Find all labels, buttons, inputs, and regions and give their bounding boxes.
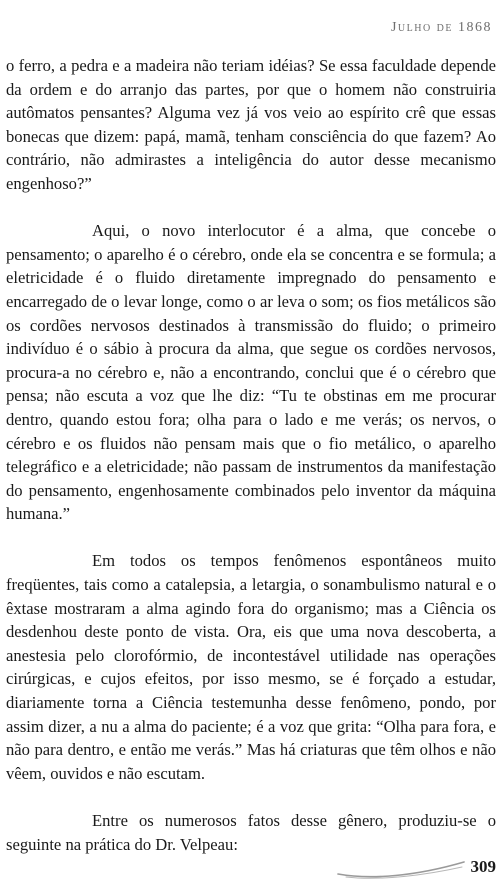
- paragraph: Entre os numerosos fatos desse gênero, produziu-se o seguinte na prática do Dr. Velpeau:: [6, 811, 496, 854]
- running-head: Julho de 1868: [390, 20, 492, 35]
- paragraph-continuation: o ferro, a pedra e a madeira não teriam idéias? Se essa faculdade depende da ordem e do arranjo das partes, por que o homem não construiria autômatos pensantes? Alguma vez já vos veio ao espírito crê que essas bonecas que dizem: papá, mamã, tenham consciência do que fazem? Ao contrário, não admirastes a inteligência do autor desse mecanismo engenhoso?”: [6, 56, 496, 193]
- swoosh-ornament-icon: [336, 854, 468, 880]
- page-number: 309: [470, 857, 496, 876]
- paragraph: Em todos os tempos fenômenos espontâneos muito freqüentes, tais como a catalepsia, a letargia, o sonambulismo natural e o êxtase mostraram a alma agindo fora do organismo; mas a Ciência os desdenhou deste ponto de vista. Ora, eis que uma nova descoberta, a anestesia pelo clorofórmio, de incontestável utilidade nas operações cirúrgicas, e cujos efeitos, por isso mesmo, se é forçado a estudar, diariamente torna a Ciência testemunha desse fenômeno, pondo, por assim dizer, a nu a alma do paciente; é a voz que grita: “Olha para fora, e não para dentro, e então me verás.” Mas há criaturas que têm olhos e não vêem, ouvidos e não escutam.: [6, 551, 496, 783]
- body-text: [6, 54, 496, 856]
- page-footer: [6, 848, 496, 882]
- paragraph: Aqui, o novo interlocutor é a alma, que concebe o pensamento; o aparelho é o cérebro, onde ela se concentra e se formula; a eletricidade é o fluido diretamente impregnado do pensamento e encarregado de o levar longe, como o ar leva o som; os fios metálicos são os cordões nervosos destinados à transmissão do fluido; o primeiro indivíduo é o sábio à procura da alma, que segue os cordões nervosos, procura-a no cérebro e, não a encontrando, conclui que é o cérebro que pensa; não escuta a voz que lhe diz: “Tu te obstinas em me procurar dentro, quando estou fora; olha para o lado e me verás; os nervos, o cérebro e os fluidos não pensam mais que o fio metálico, o aparelho telegráfico e a eletricidade; não passam de instrumentos da manifestação do pensamento, engenhosamente combinados pelo inventor da máquina humana.”: [6, 221, 496, 524]
- book-page: [6, 0, 496, 885]
